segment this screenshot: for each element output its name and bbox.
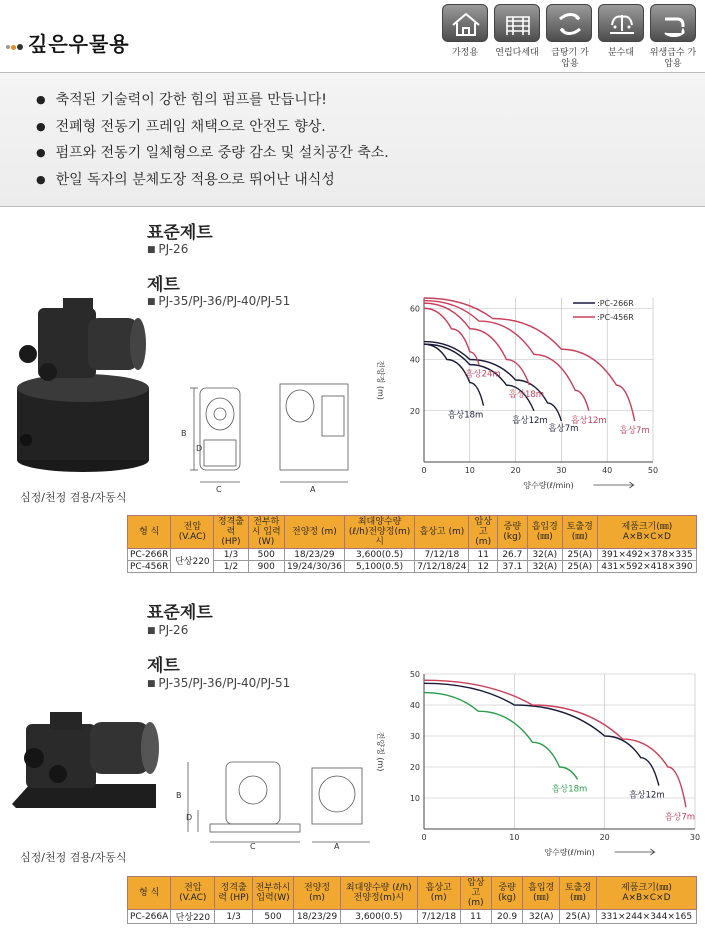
x-tick-label: 20: [510, 466, 521, 475]
y-tick-label: 40: [409, 355, 420, 365]
icon-label-water-heater: 급탕기 가압용: [551, 48, 589, 69]
col-header: 전양정 (m): [284, 516, 344, 549]
cell: 26.7: [497, 549, 527, 561]
feature-box: [0, 72, 705, 207]
cell: 20.9: [491, 910, 522, 924]
y-tick-label: 40: [409, 701, 420, 710]
x-tick-label: 20: [599, 833, 610, 842]
table-header-row: [128, 877, 697, 910]
standard-jet-models: ■ PJ-26: [147, 242, 188, 256]
cell: 1/3: [215, 910, 253, 924]
feature-item: ● 한일 독자의 분체도장 적용으로 뛰어난 내식성: [36, 167, 389, 194]
cell: 19/24/30/36: [284, 561, 344, 573]
cell: PC-266A: [128, 910, 171, 924]
col-header: 전압 (V.AC): [171, 516, 214, 549]
fountain-icon: [598, 4, 644, 42]
feature-item: ● 축적된 기술력이 강한 힘의 펌프를 만듭니다!: [36, 87, 389, 114]
pump-caption-2: 심정/천정 겸용/자동식: [20, 851, 127, 864]
feature-item: ● 펌프와 전동기 일체형으로 중량 감소 및 설치공간 축소.: [36, 140, 389, 167]
pump-image-2: [6, 700, 166, 820]
cell: 500: [252, 910, 293, 924]
cell: 3,600(0.5): [344, 549, 414, 561]
feature-list: [36, 87, 389, 193]
dimension-drawing-2: [170, 752, 380, 850]
x-tick-label: 10: [464, 466, 475, 475]
curve-label: 흡상7m: [664, 812, 696, 823]
jet-models-2: ■ PJ-35/PJ-36/PJ-40/PJ-51: [147, 676, 290, 690]
legend-label: :PC-456R: [597, 313, 634, 322]
standard-jet-title: 표준제트: [147, 223, 213, 243]
x-tick-label: 30: [689, 833, 701, 842]
col-header: 흡상고 (m): [417, 877, 460, 910]
x-tick-label: 50: [647, 466, 659, 475]
dim-d-label: D: [196, 444, 203, 453]
col-header: 전양정 (m): [294, 877, 341, 910]
series-line: [424, 342, 561, 421]
legend-label: :PC-266R: [597, 299, 634, 308]
standard-jet-title-2: 표준제트: [147, 603, 213, 623]
table-row: [128, 549, 697, 561]
page-title: [6, 28, 130, 58]
dim-a-label: A: [310, 485, 316, 494]
page-title-text: 깊은우물용: [28, 32, 130, 56]
col-header: 정격출력 (HP): [215, 877, 253, 910]
jet-models: ■ PJ-35/PJ-36/PJ-40/PJ-51: [147, 294, 290, 308]
col-header: 흡입경 (㎜): [527, 516, 562, 549]
col-header: 압상고 (m): [460, 877, 491, 910]
cell: 25(A): [560, 910, 597, 924]
icon-label-fountain: 분수대: [607, 48, 635, 58]
dim-c-label: C: [216, 485, 222, 494]
dim-b-label: B: [181, 429, 187, 438]
x-axis-arrow: [615, 849, 655, 855]
curve-label: 흡상12m: [629, 790, 665, 801]
cell: 1/2: [214, 561, 248, 573]
x-tick-label: 0: [421, 466, 427, 475]
col-header: 흡상고 (m): [415, 516, 469, 549]
y-tick-label: 50: [409, 670, 420, 679]
dim-d-label-2: D: [186, 813, 193, 822]
cell: 331×244×344×165: [596, 910, 696, 924]
cell: 18/23/29: [284, 549, 344, 561]
y-tick-label: 60: [409, 304, 420, 314]
col-header: 토출경 (㎜): [560, 877, 597, 910]
x-tick-label: 30: [556, 466, 567, 475]
spec-table-2: [127, 876, 697, 924]
cell: 11: [469, 549, 497, 561]
apartment-icon: [494, 4, 540, 42]
table-header-row: [128, 516, 697, 549]
performance-chart-1: [370, 290, 695, 500]
dim-a-label-2: A: [334, 842, 340, 851]
dimension-drawing-1: [176, 376, 376, 494]
col-header: 최대양수량 (ℓ/h)전양정(m)시: [344, 516, 414, 549]
curve-label: 흡상7m: [548, 424, 579, 434]
curve-label: 흡상12m: [512, 415, 548, 426]
col-header: 흡입경 (㎜): [523, 877, 560, 910]
feature-item: ● 전폐형 전동기 프레임 채택으로 안전도 향상.: [36, 114, 389, 141]
y-axis-label: 전양정 (m): [376, 731, 385, 772]
title-dots-icon: [6, 34, 24, 58]
icon-label-apartment: 연립다세대: [495, 48, 539, 58]
curve-label: 흡상18m: [551, 784, 588, 795]
cell: 32(A): [527, 549, 562, 561]
col-header: 형 식: [128, 516, 171, 549]
curve-label: 흡상12m: [571, 415, 607, 426]
water-heater-icon: [546, 4, 592, 42]
dim-c-label-2: C: [250, 842, 256, 851]
standard-jet-models-2: ■ PJ-26: [147, 623, 188, 637]
cell: 32(A): [527, 561, 562, 573]
sanitary-faucet-icon: [650, 4, 696, 42]
col-header: 토출경 (㎜): [562, 516, 597, 549]
table-row: [128, 910, 697, 924]
y-tick-label: 20: [409, 406, 420, 416]
performance-chart-2: [370, 664, 701, 860]
dim-b-label-2: B: [176, 791, 182, 800]
pump-image-1: [8, 288, 158, 478]
cell: 18/23/29: [294, 910, 341, 924]
series-line: [424, 301, 589, 411]
cell: 391×492×378×335: [597, 549, 696, 561]
cell: 11: [460, 910, 491, 924]
cell: PC-266R: [128, 549, 171, 561]
col-header: 최대양수량 (ℓ/h)전양정(m)시: [341, 877, 418, 910]
house-icon: [442, 4, 488, 42]
icon-label-sanitary: 위생급수 가압용: [649, 48, 697, 69]
cell-voltage: 단상220: [171, 549, 214, 573]
jet-title-2: 제트: [147, 656, 180, 676]
x-axis-label: 양수량(ℓ/min): [544, 848, 595, 857]
x-tick-label: 0: [421, 833, 427, 842]
jet-title: 제트: [147, 275, 180, 295]
col-header: 중량 (kg): [497, 516, 527, 549]
col-header: 제품크기(㎜) A×B×C×D: [596, 877, 696, 910]
cell: 32(A): [523, 910, 560, 924]
spec-table-1: [127, 515, 697, 573]
cell: 단상220: [171, 910, 215, 924]
x-tick-label: 10: [509, 833, 520, 842]
cell: 37.1: [497, 561, 527, 573]
cell: 500: [248, 549, 284, 561]
cell: 25(A): [562, 549, 597, 561]
col-header: 제품크기(㎜) A×B×C×D: [597, 516, 696, 549]
col-header: 전부하시 입력(W): [248, 516, 284, 549]
cell: 12: [469, 561, 497, 573]
pump-caption-1: 심정/천정 겸용/자동식: [20, 491, 127, 504]
curve-label: 흡상18m: [447, 410, 484, 421]
cell: 7/12/18: [417, 910, 460, 924]
col-header: 전부하시 입력(W): [252, 877, 293, 910]
col-header: 압상고 (m): [469, 516, 497, 549]
cell: 5,100(0.5): [344, 561, 414, 573]
x-tick-label: 40: [602, 466, 613, 475]
curve-label: 흡상18m: [508, 390, 545, 401]
y-tick-label: 20: [409, 763, 420, 772]
icon-label-home: 가정용: [451, 48, 479, 58]
y-tick-label: 10: [409, 794, 420, 803]
col-header: 형 식: [128, 877, 171, 910]
series-line: [424, 308, 479, 364]
col-header: 중량 (kg): [491, 877, 522, 910]
x-axis-label: 양수량(ℓ/min): [523, 481, 574, 490]
cell: PC-456R: [128, 561, 171, 573]
y-axis-label: 전양정 (m): [376, 360, 385, 400]
cell: 3,600(0.5): [341, 910, 418, 924]
cell: 7/12/18/24: [415, 561, 469, 573]
x-axis-arrow: [594, 482, 634, 488]
y-tick-label: 30: [409, 732, 420, 741]
col-header: 정격출력 (HP): [214, 516, 248, 549]
cell: 7/12/18: [415, 549, 469, 561]
curve-label: 흡상7m: [619, 426, 650, 436]
cell: 431×592×418×390: [597, 561, 696, 573]
curve-label: 흡상24m: [465, 369, 501, 380]
col-header: 전압 (V.AC): [171, 877, 215, 910]
cell: 900: [248, 561, 284, 573]
cell: 1/3: [214, 549, 248, 561]
cell: 25(A): [562, 561, 597, 573]
